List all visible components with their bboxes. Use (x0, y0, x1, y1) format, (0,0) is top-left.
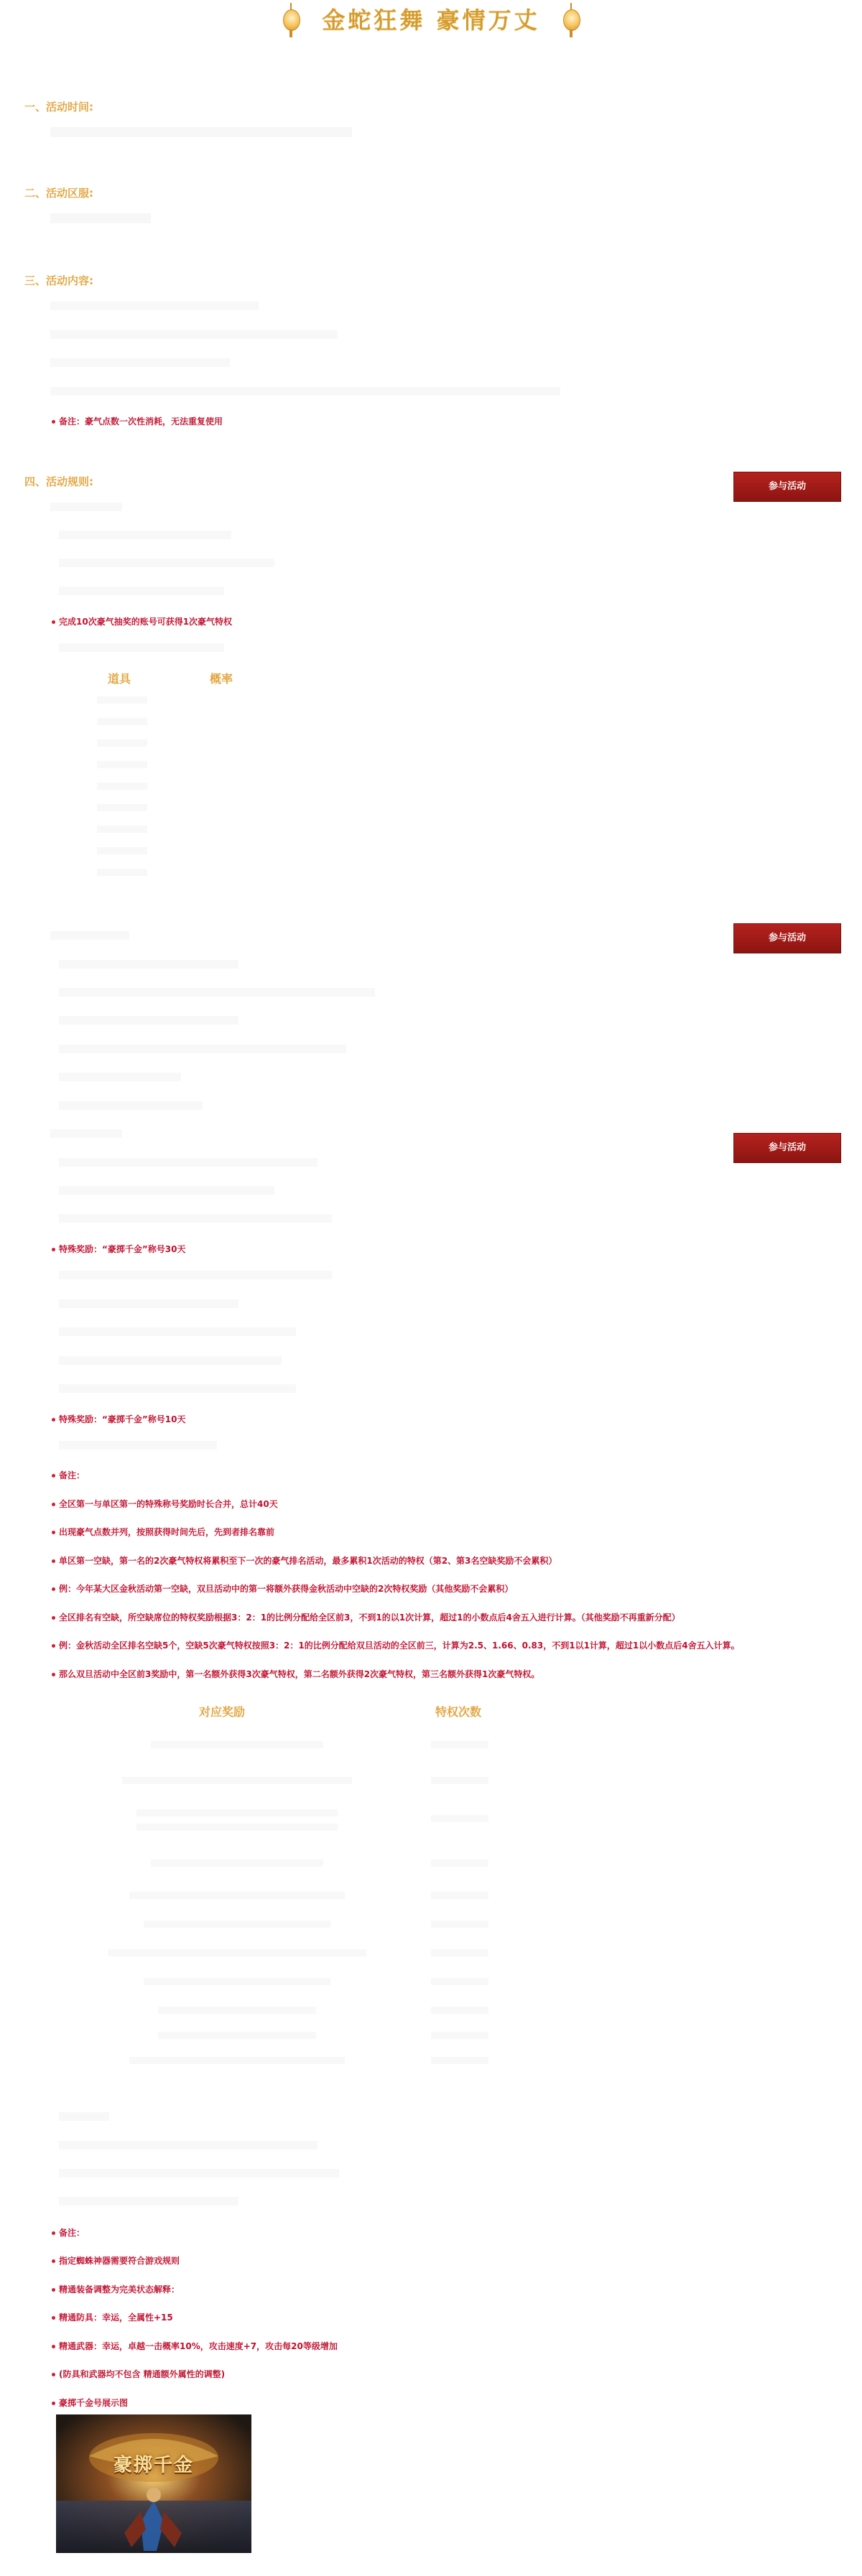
section-time-heading: 一、活动时间: (24, 101, 93, 113)
section-rules-heading: 四、活动规则: (24, 475, 93, 488)
faded-text-line (50, 213, 151, 223)
faded-text-line (59, 587, 224, 595)
notes2-item: 豪掷千金号展示图 (59, 2398, 129, 2408)
faded-text-line (59, 1016, 238, 1025)
page-header (0, 0, 862, 65)
table-header-item: 道具 (108, 672, 131, 686)
faded-text-line (59, 531, 231, 539)
reward-table-header-count: 特权次数 (435, 1705, 482, 1719)
section-content-heading: 三、活动内容: (24, 274, 93, 287)
special-reward-30: 特殊奖励：“豪掷千金”称号30天 (59, 1244, 186, 1254)
notes2-item: (防具和武器均不包含 精通额外属性的调整) (59, 2369, 226, 2379)
badge-scene-icon (56, 2414, 251, 2553)
faded-text-line (59, 1186, 274, 1195)
join-activity-button-3[interactable]: 参与活动 (733, 1133, 841, 1163)
faded-text-line (50, 931, 129, 940)
note-item: 全区第一与单区第一的特殊称号奖励时长合并，总计40天 (59, 1499, 278, 1509)
faded-text-line (50, 503, 122, 511)
join-activity-button[interactable]: 参与活动 (733, 472, 841, 502)
special-reward-10: 特殊奖励：“豪掷千金”称号10天 (59, 1414, 186, 1424)
faded-text-line (59, 1356, 282, 1365)
reward-table-faded (93, 1730, 524, 2075)
faded-text-line (50, 1129, 122, 1138)
section-server-heading: 二、活动区服: (24, 187, 93, 200)
notes2-item: 精通防具：幸运，全属性+15 (59, 2313, 173, 2323)
lantern-right-icon (562, 3, 580, 37)
faded-text-line (59, 2141, 318, 2150)
faded-text-line (59, 2112, 109, 2121)
badge-caption: 豪掷千金 (113, 2455, 194, 2476)
notes2-label: 备注： (59, 2228, 85, 2238)
faded-text-line (50, 387, 560, 396)
notes2-item: 指定蜘蛛神器需要符合游戏规则 (59, 2256, 180, 2266)
join-activity-button-2[interactable]: 参与活动 (733, 923, 841, 953)
note-item: 出现豪气点数并列，按照获得时间先后，先到者排名靠前 (59, 1527, 275, 1537)
faded-text-line (59, 2169, 339, 2178)
note-item: 单区第一空缺，第一名的2次豪气特权将累积至下一次的豪气排名活动，最多累积1次活动的特权（第2、第3名空缺奖励不会累积） (59, 1556, 557, 1566)
title-badge-image (56, 2414, 251, 2553)
note-item: 例：今年某大区金秋活动第一空缺，双旦活动中的第一将额外获得金秋活动中空缺的2次特权奖励（其他奖励不会累积） (59, 1584, 514, 1594)
notes2-item: 精通装备调整为完美状态解释： (59, 2285, 180, 2295)
highlight-draw10: 完成10次豪气抽奖的账号可获得1次豪气特权 (59, 617, 233, 627)
faded-text-line (59, 988, 375, 997)
faded-text-line (59, 2197, 238, 2206)
faded-text-line (59, 960, 238, 969)
faded-text-line (59, 1271, 332, 1279)
prize-table-faded (86, 689, 244, 897)
faded-text-line (50, 127, 352, 137)
page-title: 金蛇狂舞 豪情万丈 (322, 6, 540, 34)
faded-text-line (59, 1384, 296, 1393)
note-item: 例：金秋活动全区排名空缺5个，空缺5次豪气特权按照3：2：1的比例分配给双旦活动的全区前三，计算为2.5、1.66、0.83，不到1以1计算，超过1以小数点后4舍五入计算。 (59, 1641, 740, 1651)
faded-text-line (59, 1101, 203, 1110)
faded-text-line (50, 358, 230, 367)
note-item: 那么双旦活动中全区前3奖励中，第一名额外获得3次豪气特权，第二名额外获得2次豪气特权，第三名额外获得1次豪气特权。 (59, 1669, 540, 1679)
note-consume: 备注：豪气点数一次性消耗，无法重复使用 (59, 416, 223, 426)
note-item: 全区排名有空缺，所空缺席位的特权奖励根据3：2：1的比例分配给全区前3，不到1的以1次计算，超过1的小数点后4舍五入进行计算。（其他奖励不再重新分配） (59, 1613, 680, 1623)
table-header-rate: 概率 (210, 672, 233, 686)
lantern-left-icon (282, 3, 300, 37)
notes-label: 备注： (59, 1470, 85, 1480)
faded-text-line (59, 643, 224, 652)
faded-text-line (59, 1327, 296, 1336)
notes2-item: 精通武器：幸运，卓越一击概率10%，攻击速度+7，攻击每20等级增加 (59, 2341, 338, 2351)
faded-text-line (59, 1158, 318, 1167)
faded-text-line (59, 1441, 217, 1450)
faded-text-line (59, 559, 274, 567)
faded-text-line (59, 1045, 346, 1053)
faded-text-line (59, 1073, 181, 1081)
faded-text-line (50, 302, 259, 310)
faded-text-line (59, 1214, 332, 1223)
faded-text-line (59, 1299, 238, 1308)
reward-table-header-reward: 对应奖励 (199, 1705, 246, 1719)
faded-text-line (50, 330, 338, 339)
